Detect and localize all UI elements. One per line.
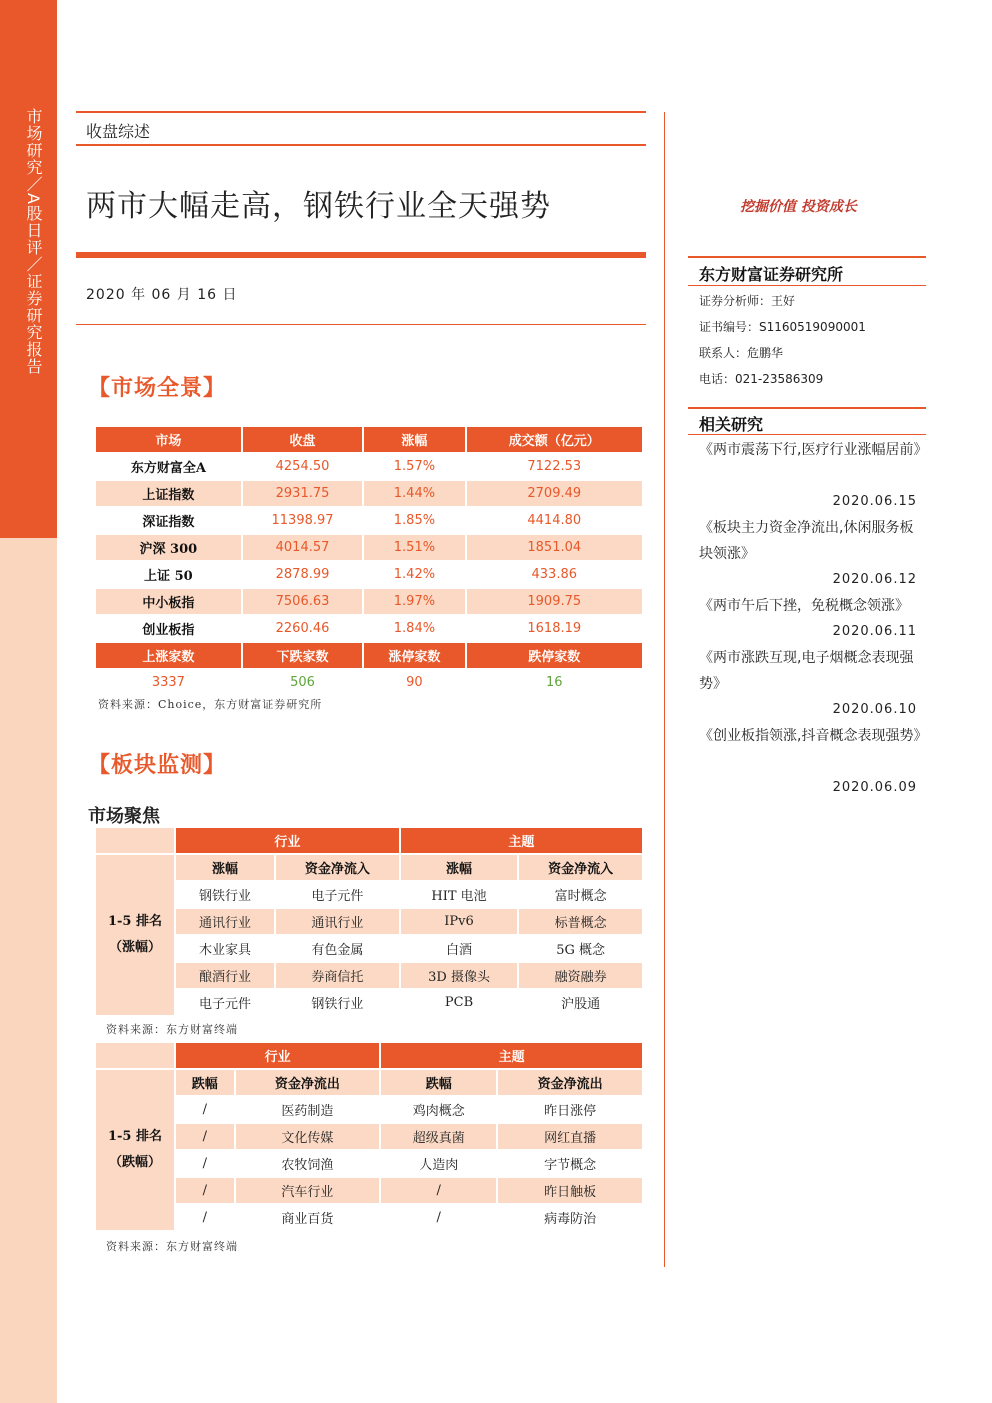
table-cell: 有色金属 bbox=[311, 943, 364, 958]
index-name: 上证指数 bbox=[96, 481, 241, 506]
table-cell: 沪股通 bbox=[561, 997, 601, 1012]
row-head-line: （跌幅） bbox=[108, 1155, 161, 1170]
index-close: 2878.99 bbox=[275, 567, 330, 582]
table-cell: 病毒防治 bbox=[544, 1212, 597, 1227]
table-row bbox=[96, 882, 642, 907]
col-turnover: 成交额（亿元） bbox=[467, 427, 642, 452]
table-cell: 农牧饲渔 bbox=[281, 1158, 334, 1173]
row-head-line: 1-5 排名 bbox=[107, 914, 162, 929]
table-cell: 超级真菌 bbox=[381, 1124, 496, 1149]
related-report-date: 2020.06.12 bbox=[832, 572, 917, 587]
analyst: 证券分析师：王好 bbox=[699, 294, 796, 308]
related-report-link[interactable]: 《两市震荡下行,医疗行业涨幅居前》 bbox=[699, 442, 928, 458]
index-change: 1.51% bbox=[364, 535, 464, 560]
table-row bbox=[96, 909, 642, 934]
table-cell: / bbox=[202, 1156, 207, 1171]
table-cell: 标普概念 bbox=[519, 909, 642, 934]
breadth-header-limit-up: 涨停家数 bbox=[364, 643, 464, 668]
table-cell: 钢铁行业 bbox=[311, 997, 364, 1012]
header-rule-mid bbox=[76, 144, 646, 146]
table-row bbox=[96, 1178, 642, 1203]
index-name: 创业板指 bbox=[142, 623, 195, 638]
col-industry-gain: 涨幅 bbox=[176, 855, 274, 880]
losers-source: 资料来源：东方财富终端 bbox=[106, 1240, 238, 1253]
related-rule-top bbox=[688, 407, 926, 409]
table-cell: 酿酒行业 bbox=[176, 963, 274, 988]
table-cell: 昨日涨停 bbox=[544, 1104, 597, 1119]
phone: 电话：021-23586309 bbox=[699, 372, 824, 386]
table-cell: 5G 概念 bbox=[556, 943, 606, 958]
index-change: 1.85% bbox=[393, 513, 436, 528]
related-title: 相关研究 bbox=[699, 415, 764, 434]
col-market: 市场 bbox=[96, 427, 241, 452]
related-report-date: 2020.06.10 bbox=[832, 702, 917, 717]
table-cell: 电子元件 bbox=[199, 997, 252, 1012]
table-cell: / bbox=[436, 1210, 441, 1225]
institute-rule-top bbox=[688, 256, 926, 258]
breadth-header-limit-down: 跌停家数 bbox=[467, 643, 642, 668]
gainers-row-head bbox=[96, 855, 174, 1015]
institute-rule-bottom bbox=[688, 285, 926, 286]
index-turnover: 1851.04 bbox=[467, 535, 642, 560]
related-report-link[interactable]: 《板块主力资金净流出,休闲服务板块领涨》 bbox=[699, 520, 914, 562]
col-change: 涨幅 bbox=[364, 427, 464, 452]
report-type-label: 收盘综述 bbox=[86, 122, 151, 141]
row-head-line: 1-5 排名 bbox=[107, 1129, 162, 1144]
header-rule-top bbox=[76, 111, 646, 113]
col-industry-drop: 跌幅 bbox=[176, 1070, 234, 1095]
breadth-header-up: 上涨家数 bbox=[96, 643, 241, 668]
index-close: 4014.57 bbox=[243, 535, 363, 560]
gainers-table bbox=[94, 826, 644, 1017]
index-change: 1.57% bbox=[393, 459, 436, 474]
side-band-text: 市场研究／A股日评／证券研究报告 bbox=[24, 108, 43, 375]
index-turnover: 433.86 bbox=[531, 567, 578, 582]
group-industry: 行业 bbox=[176, 828, 399, 853]
market-table bbox=[94, 425, 644, 697]
related-rule-bottom bbox=[688, 434, 926, 435]
losers-row-head bbox=[96, 1070, 174, 1230]
index-turnover: 4414.80 bbox=[527, 513, 582, 528]
table-cell: 汽车行业 bbox=[236, 1178, 380, 1203]
index-close: 2931.75 bbox=[243, 481, 363, 506]
table-row bbox=[96, 1151, 642, 1176]
title-bar bbox=[76, 252, 646, 258]
table-cell: 医药制造 bbox=[281, 1104, 334, 1119]
table-cell: PCB bbox=[444, 995, 474, 1010]
related-report-link[interactable]: 《两市涨跌互现,电子烟概念表现强势》 bbox=[699, 650, 914, 692]
row-head-line: （涨幅） bbox=[108, 940, 161, 955]
table-cell: / bbox=[202, 1102, 207, 1117]
date-rule bbox=[76, 324, 646, 325]
breadth-header-row bbox=[96, 643, 642, 668]
table-cell: / bbox=[176, 1178, 234, 1203]
table-row bbox=[96, 1205, 642, 1230]
index-name: 东方财富全A bbox=[130, 461, 206, 476]
table-cell: HIT 电池 bbox=[431, 889, 487, 904]
related-report-date: 2020.06.11 bbox=[832, 624, 917, 639]
report-date: 2020 年 06 月 16 日 bbox=[86, 287, 238, 303]
table-cell: 3D 摄像头 bbox=[401, 963, 518, 988]
related-report-link[interactable]: 《创业板指领涨,抖音概念表现强势》 bbox=[699, 728, 928, 744]
col-theme-outflow: 资金净流出 bbox=[498, 1070, 642, 1095]
breadth-up-count: 3337 bbox=[96, 670, 241, 695]
sector-subtitle: 市场聚焦 bbox=[88, 806, 160, 827]
table-row bbox=[96, 990, 642, 1015]
table-cell: 鸡肉概念 bbox=[412, 1104, 465, 1119]
index-name: 上证 50 bbox=[144, 569, 193, 584]
index-close: 7506.63 bbox=[243, 589, 363, 614]
table-cell: 富时概念 bbox=[554, 889, 607, 904]
table-row bbox=[96, 481, 642, 506]
table-cell: / bbox=[381, 1178, 496, 1203]
related-report-link[interactable]: 《两市午后下挫，免税概念领涨》 bbox=[699, 598, 909, 614]
breadth-limit-down-count: 16 bbox=[467, 670, 642, 695]
index-close: 11398.97 bbox=[271, 513, 334, 528]
breadth-limit-up-count: 90 bbox=[364, 670, 464, 695]
table-cell: 白酒 bbox=[446, 943, 473, 958]
related-report-date: 2020.06.15 bbox=[832, 494, 917, 509]
table-cell: 券商信托 bbox=[276, 963, 399, 988]
breadth-header-down: 下跌家数 bbox=[243, 643, 363, 668]
index-turnover: 2709.49 bbox=[467, 481, 642, 506]
table-row bbox=[96, 562, 642, 587]
contact: 联系人：危鹏华 bbox=[699, 346, 784, 360]
sector-section-title: 【板块监测】 bbox=[88, 752, 227, 778]
table-row bbox=[96, 589, 642, 614]
index-close: 2260.46 bbox=[275, 621, 330, 636]
col-theme-inflow: 资金净流入 bbox=[519, 855, 642, 880]
table-cell: 人造肉 bbox=[419, 1158, 459, 1173]
index-change: 1.44% bbox=[364, 481, 464, 506]
table-cell: 文化传媒 bbox=[236, 1124, 380, 1149]
index-turnover: 7122.53 bbox=[527, 459, 582, 474]
col-theme-drop: 跌幅 bbox=[381, 1070, 496, 1095]
table-cell: 电子元件 bbox=[311, 889, 364, 904]
group-industry: 行业 bbox=[176, 1043, 379, 1068]
group-theme: 主题 bbox=[401, 828, 642, 853]
report-title: 两市大幅走高，钢铁行业全天强势 bbox=[86, 189, 551, 224]
index-turnover: 1618.19 bbox=[527, 621, 582, 636]
column-divider bbox=[664, 112, 665, 1267]
losers-group-row bbox=[96, 1043, 642, 1068]
table-row bbox=[96, 535, 642, 560]
index-change: 1.97% bbox=[364, 589, 464, 614]
table-row bbox=[96, 454, 642, 479]
table-row bbox=[96, 936, 642, 961]
col-industry-outflow: 资金净流出 bbox=[236, 1070, 380, 1095]
table-cell: IPv6 bbox=[401, 909, 518, 934]
table-row bbox=[96, 508, 642, 533]
table-cell: 网红直播 bbox=[498, 1124, 642, 1149]
index-turnover: 1909.75 bbox=[467, 589, 642, 614]
related-report-date: 2020.06.09 bbox=[832, 780, 917, 795]
table-cell: 通讯行业 bbox=[276, 909, 399, 934]
table-cell: 昨日触板 bbox=[498, 1178, 642, 1203]
table-cell: 融资融券 bbox=[519, 963, 642, 988]
table-cell: 木业家具 bbox=[199, 943, 252, 958]
gainers-source: 资料来源：东方财富终端 bbox=[106, 1023, 238, 1036]
market-source: 资料来源：Choice，东方财富证券研究所 bbox=[98, 698, 323, 711]
index-change: 1.84% bbox=[393, 621, 436, 636]
table-cell: 钢铁行业 bbox=[199, 889, 252, 904]
col-industry-inflow: 资金净流入 bbox=[276, 855, 399, 880]
index-name: 中小板指 bbox=[96, 589, 241, 614]
col-close: 收盘 bbox=[243, 427, 363, 452]
gainers-group-row bbox=[96, 828, 642, 853]
gainers-column-row bbox=[96, 855, 642, 880]
breadth-down-count: 506 bbox=[243, 670, 363, 695]
group-theme: 主题 bbox=[381, 1043, 642, 1068]
table-cell: 通讯行业 bbox=[176, 909, 274, 934]
table-cell: 字节概念 bbox=[544, 1158, 597, 1173]
slogan: 挖掘价值 投资成长 bbox=[740, 199, 857, 215]
losers-column-row bbox=[96, 1070, 642, 1095]
index-change: 1.42% bbox=[393, 567, 436, 582]
corner-cell bbox=[96, 1043, 174, 1068]
market-table-header bbox=[96, 427, 642, 452]
side-band-bottom bbox=[0, 538, 57, 1403]
table-cell: / bbox=[202, 1210, 207, 1225]
table-row bbox=[96, 963, 642, 988]
table-row bbox=[96, 1124, 642, 1149]
table-cell: / bbox=[176, 1124, 234, 1149]
index-name: 深证指数 bbox=[142, 515, 195, 530]
index-name: 沪深 300 bbox=[96, 535, 241, 560]
table-row bbox=[96, 1097, 642, 1122]
institute-name: 东方财富证券研究所 bbox=[699, 265, 844, 284]
index-close: 4254.50 bbox=[275, 459, 330, 474]
market-section-title: 【市场全景】 bbox=[88, 375, 227, 401]
table-cell: 商业百货 bbox=[281, 1212, 334, 1227]
losers-table bbox=[94, 1041, 644, 1232]
corner-cell bbox=[96, 828, 174, 853]
breadth-value-row bbox=[96, 670, 642, 695]
table-row bbox=[96, 616, 642, 641]
cert-number: 证书编号：S1160519090001 bbox=[699, 320, 866, 334]
col-theme-gain: 涨幅 bbox=[401, 855, 518, 880]
